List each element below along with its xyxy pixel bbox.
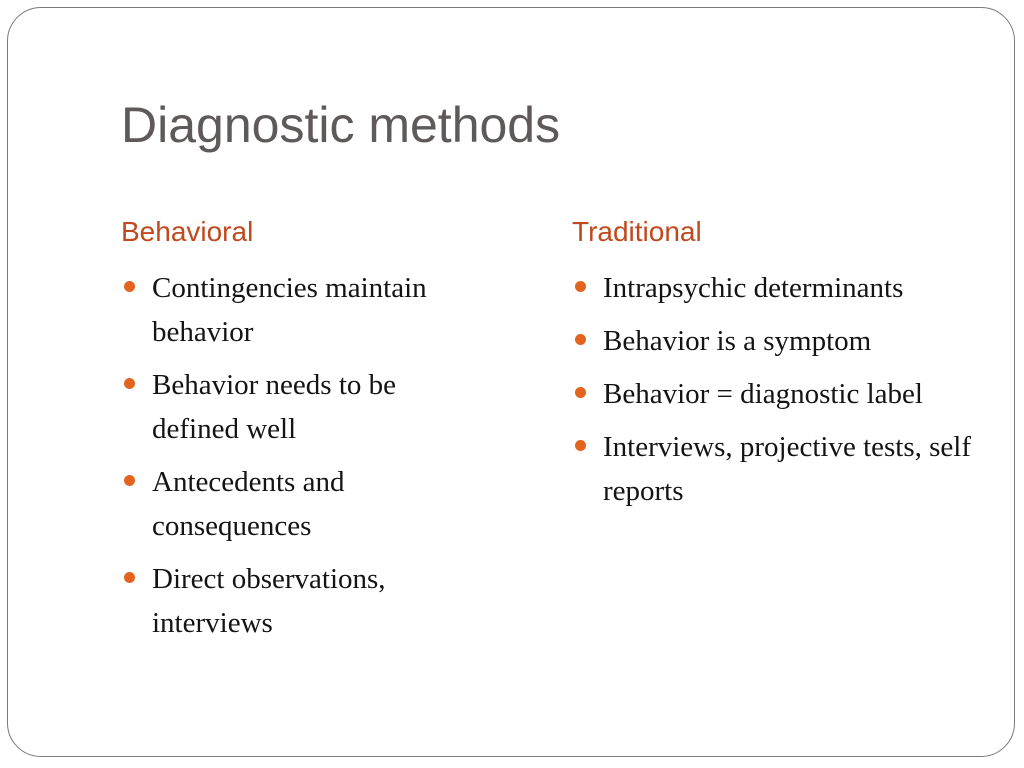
list-item-text: Intrapsychic determinants [603,272,904,304]
list-item [121,363,481,451]
list-item [121,460,481,548]
slide [7,7,1015,757]
list-item [572,372,982,416]
list-item-text: Interviews, projective tests, self reports [603,431,972,507]
bullet-list-behavioral [121,266,481,654]
bullet-dot-icon [575,281,586,292]
column-heading-behavioral: Behavioral [121,216,254,247]
list-item [572,266,982,310]
list-item-text: Antecedents and consequences [152,466,345,542]
list-item-text: Contingencies maintain behavior [152,272,427,348]
bullet-dot-icon [575,440,586,451]
slide-title: Diagnostic methods [121,97,561,153]
bullet-list-traditional [572,266,982,522]
bullet-dot-icon [124,572,135,583]
bullet-dot-icon [124,378,135,389]
list-item [572,425,982,513]
column-heading-traditional: Traditional [572,216,702,247]
bullet-dot-icon [124,281,135,292]
list-item-text: Behavior needs to be defined well [152,369,397,445]
bullet-dot-icon [575,387,586,398]
bullet-dot-icon [575,334,586,345]
list-item-text: Behavior is a symptom [603,325,872,357]
list-item [572,319,982,363]
list-item-text: Direct observations, interviews [152,563,386,639]
bullet-dot-icon [124,475,135,486]
list-item-text: Behavior = diagnostic label [603,378,923,410]
list-item [121,266,481,354]
list-item [121,557,481,645]
